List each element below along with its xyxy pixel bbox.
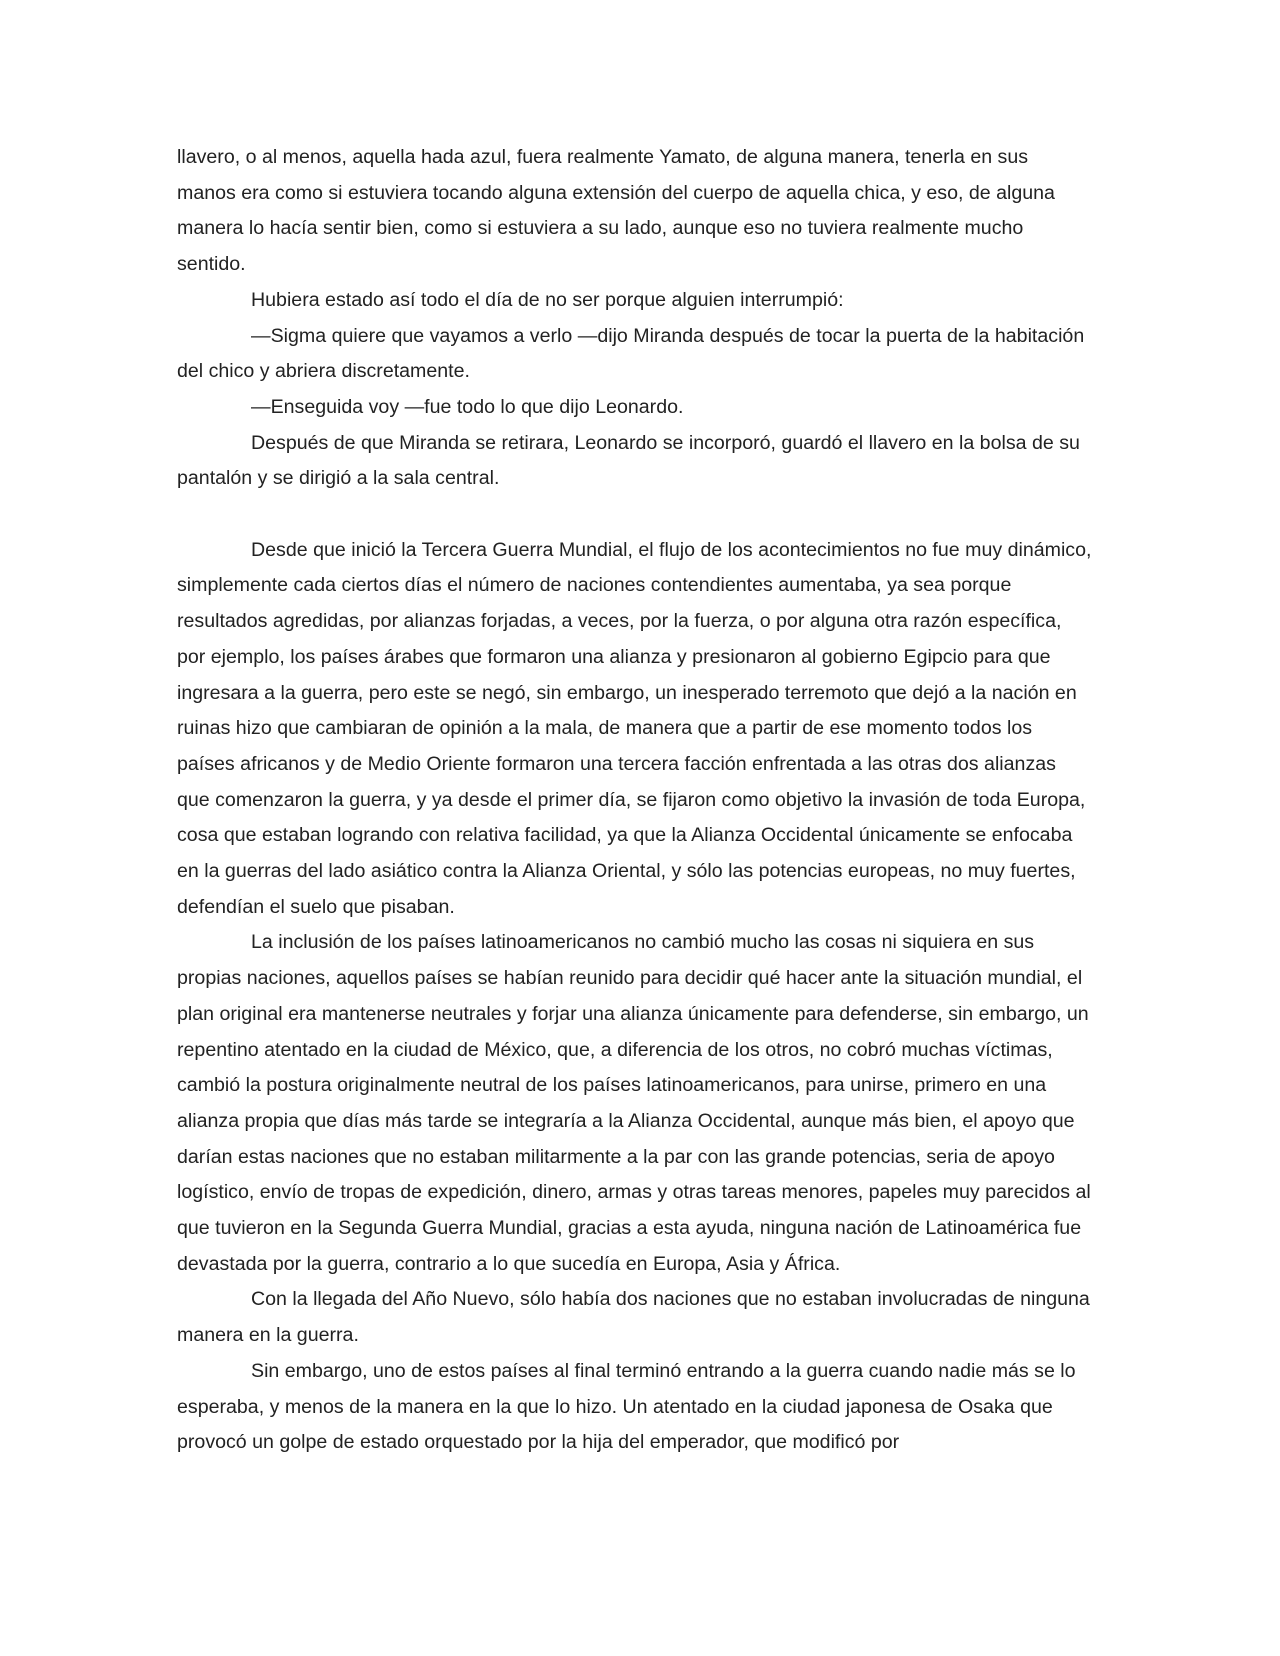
paragraph: Después de que Miranda se retirara, Leonardo se incorporó, guardó el llavero en la bolsa de su pantalón y se dirigió a la sala central. xyxy=(177,431,1080,490)
paragraph: La inclusión de los países latinoamericanos no cambió mucho las cosas ni siquiera en sus propias naciones, aquellos países se habían reunido para decidir qué hacer ante la situación mundial, el plan original era mantenerse neutrales y forjar una alianza únicamente para defenderse, sin embargo, un repentino atentado en la ciudad de México, que, a diferencia de los otros, no cobró muchas víctimas, cambió la postura originalmente neutral de los países latinoamericanos, para unirse, primero en una alianza propia que días más tarde se integraría a la Alianza Occidental, aunque más bien, el apoyo que darían estas naciones que no estaban militarmente a la par con las grande potencias, seria de apoyo logístico, envío de tropas de expedición, dinero, armas y otras tareas menores, papeles muy parecidos al que tuvieron en la Segunda Guerra Mundial, gracias a esta ayuda, ninguna nación de Latinoamérica fue devastada por la guerra, contrario a lo que sucedía en Europa, Asia y África. xyxy=(177,931,1091,1275)
dialogue-paragraph: —Sigma quiere que vayamos a verlo —dijo Miranda después de tocar la puerta de la habitación del chico y abriera discretamente. xyxy=(177,324,1085,383)
body-text xyxy=(177,140,1092,1461)
paragraph: Sin embargo, uno de estos países al final terminó entrando a la guerra cuando nadie más se lo esperaba, y menos de la manera en la que lo hizo. Un atentado en la ciudad japonesa de Osaka que provocó un golpe de estado orquestado por la hija del emperador, que modificó por xyxy=(177,1359,1076,1454)
paragraph: Hubiera estado así todo el día de no ser porque alguien interrumpió: xyxy=(251,288,844,311)
paragraph: Desde que inició la Tercera Guerra Mundial, el flujo de los acontecimientos no fue muy dinámico, simplemente cada ciertos días el número de naciones contendientes aumentaba, ya sea porque resultados agredidas, por alianzas forjadas, a veces, por la fuerza, o por alguna otra razón específica, por ejemplo, los países árabes que formaron una alianza y presionaron al gobierno Egipcio para que ingresara a la guerra, pero este se negó, sin embargo, un inesperado terremoto que dejó a la nación en ruinas hizo que cambiaran de opinión a la mala, de manera que a partir de ese momento todos los países africanos y de Medio Oriente formaron una tercera facción enfrentada a las otras dos alianzas que comenzaron la guerra, y ya desde el primer día, se fijaron como objetivo la invasión de toda Europa, cosa que estaban logrando con relativa facilidad, ya que la Alianza Occidental únicamente se enfocaba en la guerras del lado asiático contra la Alianza Oriental, y sólo las potencias europeas, no muy fuertes, defendían el suelo que pisaban. xyxy=(177,538,1092,918)
paragraph: Con la llegada del Año Nuevo, sólo había dos naciones que no estaban involucradas de ninguna manera en la guerra. xyxy=(177,1288,1090,1347)
scene-break xyxy=(177,497,1092,533)
paragraph: llavero, o al menos, aquella hada azul, fuera realmente Yamato, de alguna manera, tenerla en sus manos era como si estuviera tocando alguna extensión del cuerpo de aquella chica, y eso, de alguna manera lo hacía sentir bien, como si estuviera a su lado, aunque eso no tuviera realmente mucho sentido. xyxy=(177,146,1055,276)
dialogue-paragraph: —Enseguida voy —fue todo lo que dijo Leonardo. xyxy=(251,395,684,418)
